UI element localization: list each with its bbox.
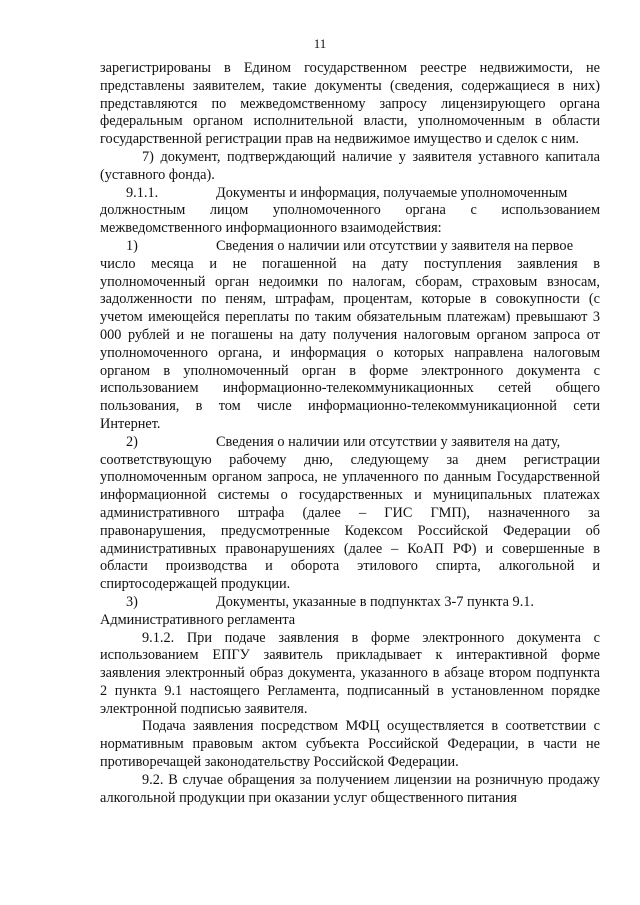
- paragraph-item-7: 7) документ, подтверждающий наличие у заявителя уставного капитала (уставного фонда).: [100, 148, 600, 183]
- item-number: 9.1.1.: [126, 184, 159, 201]
- subitem-1-rest: число месяца и не погашенной на дату поступления заявления в уполномоченный орган недоимки по налогам, сборам, страховым взносам, задолженности по пеням, штрафам, процентам, которые в совокупности (с учетом имеющейся переплаты по таким обязательным платежам) превышают 3 000 рублей и не погашены на дату получения налоговым органом запроса от уполномоченного органа, и информация о которых направлена налоговым органом в уполномоченный орган в форме электронного документа с использованием информационно-телекоммуникационных сетей общего пользования, в том числе информационно-телекоммуникационной сети Интернет.: [100, 255, 600, 432]
- item-number: 2): [126, 433, 138, 450]
- subitem-3-rest: Административного регламента: [100, 611, 296, 628]
- subitem-1: [100, 238, 600, 256]
- subitem-3: [100, 594, 600, 612]
- item-text: Документы и информация, получаемые уполномоченным: [216, 184, 568, 201]
- page-number: 11: [313, 36, 327, 51]
- paragraph-mfc: Подача заявления посредством МФЦ осуществляется в соответствии с нормативным правовым актом субъекта Российской Федерации, в части не противоречащей законодательству Российской Федерации.: [100, 718, 600, 771]
- paragraph-continuation: зарегистрированы в Едином государственном реестре недвижимости, не представлены заявителем, такие документы (сведения, содержащиеся в них) представляются по межведомственному запросу лицензирующего органа федеральным органом исполнительной власти, уполномоченным в области государственной регистрации прав на недвижимое имущество и сделок с ним.: [100, 60, 600, 148]
- paragraph-9-1-1-rest: должностным лицом уполномоченного органа с использованием межведомственного информационного взаимодействия:: [100, 202, 600, 237]
- paragraph-9-1-2: 9.1.2. При подаче заявления в форме электронного документа с использованием ЕПГУ заявитель прикладывает к интерактивной форме заявления электронный образ документа, указанного в абзаце втором подпункта 2 пункта 9.1 настоящего Регламента, подписанный в установленном порядке электронной подписью заявителя.: [100, 629, 600, 717]
- item-number: 1): [126, 237, 138, 254]
- item-text: Сведения о наличии или отсутствии у заявителя на дату,: [216, 433, 561, 450]
- document-body: [100, 60, 600, 807]
- paragraph-9-1-1: [100, 185, 600, 203]
- subitem-2: [100, 434, 600, 452]
- paragraph-9-2: 9.2. В случае обращения за получением лицензии на розничную продажу алкогольной продукции при оказании услуг общественного питания: [100, 771, 600, 806]
- subitem-2-rest: соответствующую рабочему дню, следующему за днем регистрации уполномоченным органом запроса, не уплаченного по данным Государственной информационной системы о государственных и муниципальных платежах административного штрафа (далее – ГИС ГМП), назначенного за правонарушения, предусмотренные Кодексом Российской Федерации об административных правонарушениях (далее – КоАП РФ) и совершенные в области производства и оборота этилового спирта, алкогольной и спиртосодержащей продукции.: [100, 451, 600, 593]
- item-text: Сведения о наличии или отсутствии у заявителя на первое: [216, 237, 574, 254]
- item-number: 3): [126, 593, 138, 610]
- item-text: Документы, указанные в подпунктах 3-7 пункта 9.1.: [216, 593, 535, 610]
